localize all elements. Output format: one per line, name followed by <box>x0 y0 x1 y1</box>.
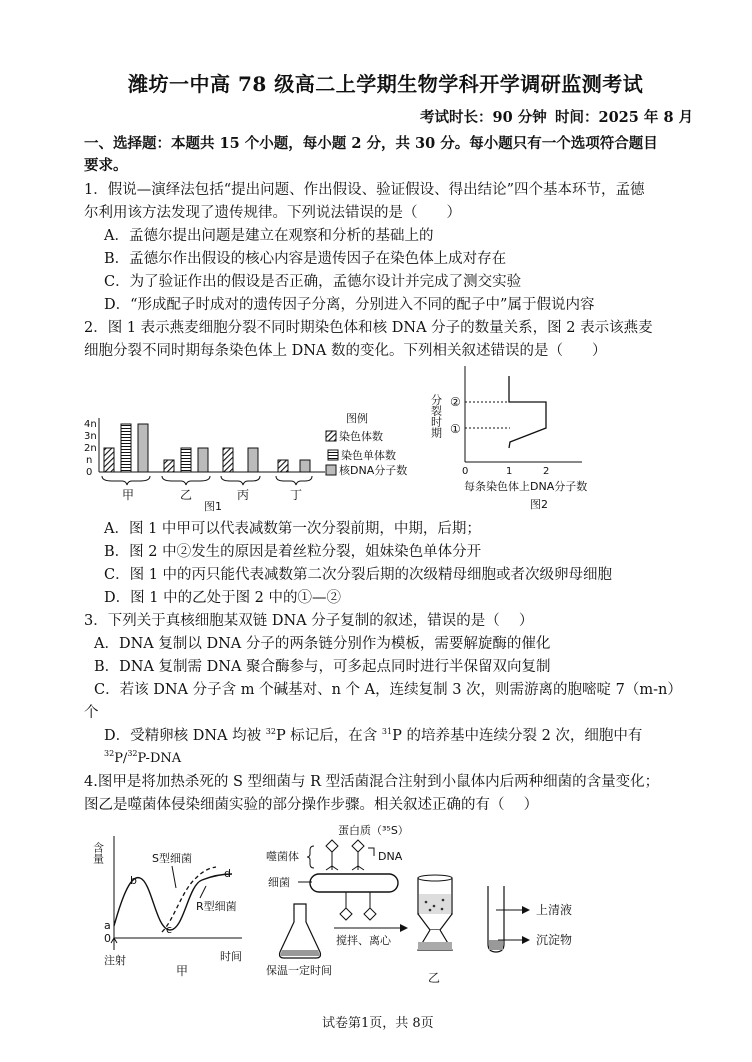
q2-stem-line1: 2．图 1 表示燕麦细胞分裂不同时期染色体和核 DNA 分子的数量关系，图 2 表示该燕麦 <box>84 320 653 336</box>
yi-protein-label: 蛋白质（³⁵S） <box>338 824 409 837</box>
sediment-arrowhead <box>522 936 530 944</box>
q4-stem-line1: 4.图甲是将加热杀死的 S 型细菌与 R 型活菌混合注射到小鼠体内后两种细菌的含量变化； <box>84 774 660 790</box>
exam-duration: 考试时长：90 分钟 <box>420 109 547 126</box>
figure-1-chart <box>80 400 430 515</box>
q3-d-sup3: 32 <box>104 749 115 758</box>
q3-d-sup4: 32 <box>127 749 138 758</box>
phage-icon-4 <box>364 892 376 920</box>
bar-jia-dna <box>138 424 148 472</box>
q2-stem-line2: 细胞分裂不同时期每条染色体上 DNA 数的变化。下列相关叙述错误的是（ ） <box>84 343 607 359</box>
y-tick-n: n <box>86 455 93 466</box>
yi-dna-label: DNA <box>378 850 403 863</box>
q3-option-b: B．DNA 复制需 DNA 聚合酶参与，可多起点同时进行半保留双向复制 <box>94 659 551 675</box>
exam-date: 时间：2025 年 8 月 <box>555 109 694 126</box>
phage-icon-1 <box>326 840 338 870</box>
brace-yi <box>162 476 210 485</box>
q1-stem-line1: 1．假说—演绎法包括“提出问题、作出假设、验证假设、得出结论”四个基本环节，孟德 <box>84 182 645 198</box>
group-bing: 丙 <box>237 488 250 502</box>
q2-option-c: C．图 1 中的丙只能代表减数第二次分裂后期的次级精母细胞或者次级卵母细胞 <box>104 567 613 583</box>
q3-d-text5: P-DNA <box>137 751 182 766</box>
q4-stem-line2: 图乙是噬菌体侵染细菌实验的部分操作步骤。相关叙述正确的有（ ） <box>84 797 539 813</box>
legend-title: 图例 <box>346 412 368 425</box>
brace-bing <box>221 476 260 485</box>
q1-option-a: A．孟德尔提出问题是建立在观察和分析的基础上的 <box>104 228 434 244</box>
figure-yi <box>258 822 618 987</box>
bar-jia-chromosome <box>104 448 114 472</box>
yi-stir: 搅拌、离心 <box>336 934 391 947</box>
q2-option-d: D．图 1 中的乙处于图 2 中的①—② <box>104 590 342 606</box>
q3-d-text1: D．受精卵核 DNA 均被 <box>104 728 266 744</box>
stir-arrowhead <box>400 924 408 932</box>
test-tube-icon <box>488 886 504 952</box>
centrifuge-icon <box>418 875 452 950</box>
q1-option-d: D．“形成配子时成对的遗传因子分离，分别进入不同的配子中”属于假说内容 <box>104 297 595 313</box>
figure-1-caption: 图1 <box>204 500 222 513</box>
jia-origin: 0 <box>104 932 111 945</box>
flask-icon <box>280 904 321 958</box>
q3-option-a: A．DNA 复制以 DNA 分子的两条链分别作为模板，需要解旋酶的催化 <box>94 636 551 652</box>
jia-r-label: R型细菌 <box>196 900 237 913</box>
q3-d-sup2: 31 <box>381 727 393 736</box>
jia-point-d: d <box>224 867 231 880</box>
legend-chromosome: 染色体数 <box>339 430 383 443</box>
q1-stem-line2: 尔利用该方法发现了遗传规律。下列说法错误的是（ ） <box>84 205 461 221</box>
q3-option-c-line1: C．若该 DNA 分子含 m 个碱基对、n 个 A，连续复制 3 次，则需游离的胞嘧啶 7（m-n） <box>94 682 682 698</box>
yi-supernatant: 上清液 <box>536 903 573 917</box>
section-heading-line1: 一、选择题：本题共 15 个小题，每小题 2 分，共 30 分。每小题只有一个选项符合题目 <box>84 135 658 152</box>
q3-option-d-line1 <box>104 726 642 746</box>
phage-icon-3 <box>340 892 352 920</box>
section-heading-line2: 要求。 <box>84 157 128 174</box>
jia-inject: 注射 <box>104 954 126 967</box>
yi-phage-brace <box>307 846 314 868</box>
figure-2-chart <box>430 358 620 513</box>
jia-ylabel: 含量 <box>92 842 105 864</box>
jia-xlabel: 时间 <box>220 950 242 963</box>
q3-d-text4: P/ <box>114 751 128 766</box>
q1-option-b: B．孟德尔作出假设的核心内容是遗传因子在染色体上成对存在 <box>104 251 507 267</box>
y-tick-2n: 2n <box>84 443 97 454</box>
bar-yi-chromatid <box>181 448 191 472</box>
exam-title: 潍坊一中高 78 级高二上学期生物学科开学调研监测考试 <box>128 72 644 96</box>
y-tick-3n: 3n <box>84 431 97 442</box>
jia-r-leader <box>200 886 206 898</box>
group-jia: 甲 <box>122 488 135 502</box>
group-ding: 丁 <box>290 488 303 502</box>
figure-jia <box>92 830 267 980</box>
fig2-curve <box>509 376 546 448</box>
yi-dna-brace <box>368 848 374 856</box>
brace-jia <box>102 476 150 485</box>
phage-icon-2 <box>352 840 364 870</box>
q3-option-d-line2 <box>104 749 181 769</box>
bar-bing-chromosome <box>223 448 233 472</box>
bar-yi-dna <box>198 448 208 472</box>
q3-stem: 3．下列关于真核细胞某双链 DNA 分子复制的叙述，错误的是（ ） <box>84 613 534 629</box>
q2-option-a: A．图 1 中甲可以代表减数第一次分裂前期，中期，后期； <box>104 521 481 537</box>
jia-caption: 甲 <box>176 964 189 978</box>
bar-bing-dna <box>248 448 258 472</box>
fig2-mark-2: ② <box>450 395 461 409</box>
yi-incubate: 保温一定时间 <box>266 964 332 977</box>
page-footer: 试卷第1页，共 8页 <box>322 1016 434 1031</box>
jia-point-a: a <box>104 919 111 932</box>
fig2-ylabel: 分裂时期 <box>430 394 443 438</box>
q3-d-sup1: 32 <box>265 727 276 736</box>
fig2-mark-1: ① <box>450 422 461 436</box>
legend-chromatid: 染色单体数 <box>341 449 396 462</box>
group-yi: 乙 <box>180 488 193 502</box>
legend-dna: 核DNA分子数 <box>339 464 408 477</box>
q1-option-c: C．为了验证作出的假设是否正确，孟德尔设计并完成了测交实验 <box>104 274 522 290</box>
bacterium-icon <box>310 874 398 892</box>
bar-jia-chromatid <box>121 424 131 472</box>
jia-point-b: b <box>130 874 137 887</box>
fig2-xlabel: 每条染色体上DNA分子数 <box>464 480 588 493</box>
jia-s-leader <box>172 866 176 888</box>
supernatant-arrowhead <box>522 906 530 914</box>
bar-ding-dna <box>300 460 310 472</box>
q2-option-b: B．图 2 中②发生的原因是着丝粒分裂，姐妹染色单体分开 <box>104 544 482 560</box>
figure-2-caption: 图2 <box>530 498 548 511</box>
fig2-x-tick-2: 2 <box>543 466 550 477</box>
fig2-x-tick-1: 1 <box>506 466 513 477</box>
y-tick-4n: 4n <box>84 419 97 430</box>
jia-s-label: S型细菌 <box>152 852 192 865</box>
legend-swatch-chromatid <box>328 450 338 460</box>
yi-phage-label: 噬菌体 <box>266 850 299 863</box>
q3-d-text3: P 的培养基中连续分裂 2 次，细胞中有 <box>392 728 643 744</box>
q3-d-text2: P 标记后，在含 <box>275 728 382 744</box>
brace-ding <box>276 476 312 485</box>
bar-ding-chromosome <box>278 460 288 472</box>
q3-option-c-line2: 个 <box>84 705 99 721</box>
inject-arrow <box>111 938 117 950</box>
yi-sediment: 沉淀物 <box>536 933 573 947</box>
fig2-x-tick-0: 0 <box>462 466 469 477</box>
jia-point-c: c <box>166 923 173 936</box>
bar-yi-chromosome <box>164 460 174 472</box>
legend-swatch-chromosome <box>326 431 336 441</box>
yi-bacteria-label: 细菌 <box>268 876 290 889</box>
y-tick-0: 0 <box>86 467 93 478</box>
legend-swatch-dna <box>326 465 336 475</box>
yi-caption: 乙 <box>428 971 441 985</box>
